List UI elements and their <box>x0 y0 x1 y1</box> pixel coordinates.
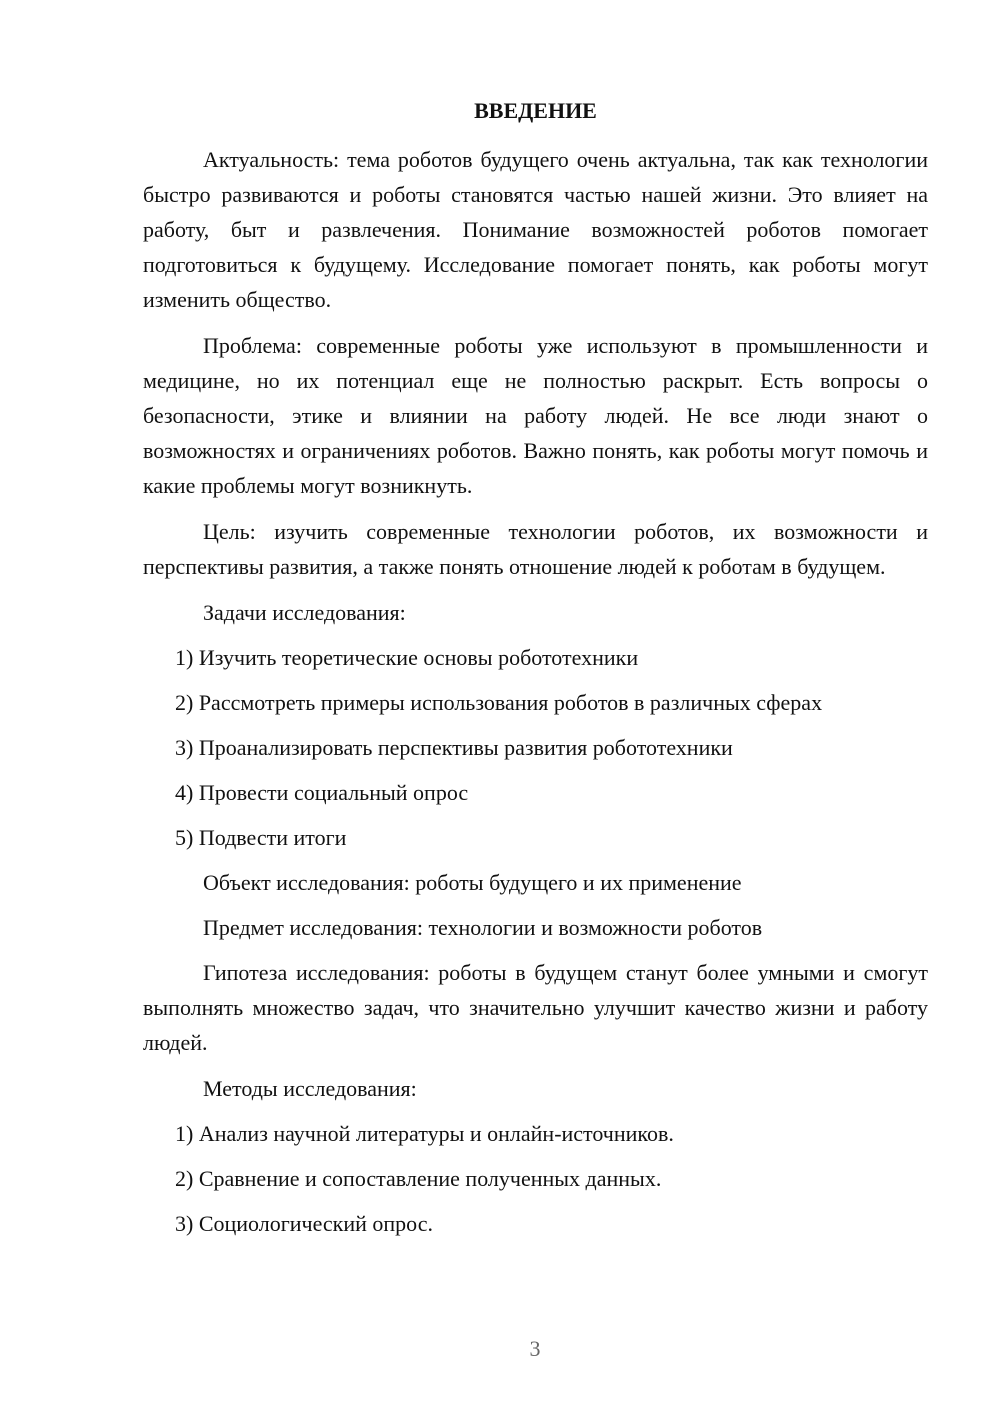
page-number: 3 <box>529 1336 541 1361</box>
relevance-paragraph: Актуальность: тема роботов будущего очень актуальна, так как технологии быстро развиваются и роботы становятся частью нашей жизни. Это влияет на работу, быт и развлечения. Понимание возможностей роботов помогает подготовиться к будущему. Исследование помогает понять, как роботы могут изменить общество. <box>143 147 928 312</box>
tasks-heading: Задачи исследования: <box>203 600 406 625</box>
task-item: 3) Проанализировать перспективы развития робототехники <box>175 735 733 760</box>
problem-paragraph: Проблема: современные роботы уже используют в промышленности и медицине, но их потенциал еще не полностью раскрыт. Есть вопросы о безопасности, этике и влиянии на работу людей. Не все люди знают о возможностях и ограничениях роботов. Важно понять, как роботы могут помочь и какие проблемы могут возникнуть. <box>143 333 928 498</box>
method-item: 1) Анализ научной литературы и онлайн-источников. <box>175 1121 674 1146</box>
object-line: Объект исследования: роботы будущего и их применение <box>203 870 742 895</box>
goal-paragraph: Цель: изучить современные технологии роботов, их возможности и перспективы развития, а также понять отношение людей к роботам в будущем. <box>143 519 928 579</box>
method-item: 2) Сравнение и сопоставление полученных данных. <box>175 1166 662 1191</box>
task-item: 4) Провести социальный опрос <box>175 780 469 805</box>
method-item: 3) Социологический опрос. <box>175 1211 433 1236</box>
hypothesis-paragraph: Гипотеза исследования: роботы в будущем станут более умными и смогут выполнять множество задач, что значительно улучшит качество жизни и работу людей. <box>143 960 928 1055</box>
methods-heading: Методы исследования: <box>203 1076 417 1101</box>
task-item: 1) Изучить теоретические основы робототехники <box>175 645 639 670</box>
task-item: 2) Рассмотреть примеры использования роботов в различных сферах <box>175 690 823 715</box>
task-item: 5) Подвести итоги <box>175 825 347 850</box>
subject-line: Предмет исследования: технологии и возможности роботов <box>203 915 763 940</box>
document-body <box>143 142 928 1251</box>
section-title: ВВЕДЕНИЕ <box>474 98 597 123</box>
